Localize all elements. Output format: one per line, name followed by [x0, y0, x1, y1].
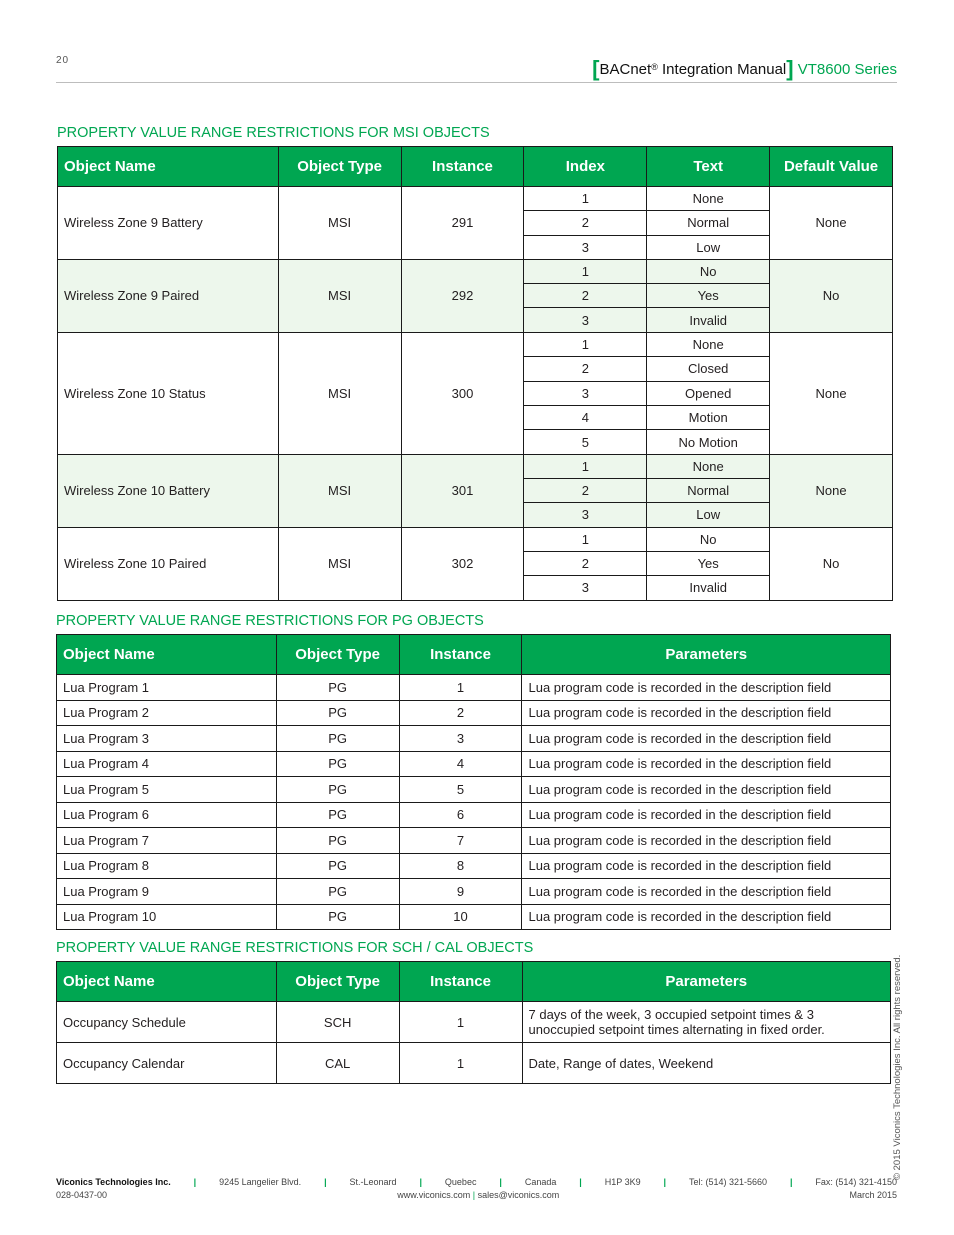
object-type-cell: PG — [276, 853, 399, 879]
parameters-cell: Lua program code is recorded in the description field — [522, 726, 891, 752]
state-text-cell: Opened — [647, 381, 770, 405]
object-type-cell: CAL — [276, 1043, 399, 1084]
object-name-cell: Occupancy Schedule — [57, 1002, 277, 1043]
pg-table — [56, 634, 891, 930]
parameters-cell: Lua program code is recorded in the description field — [522, 675, 891, 701]
column-header: Instance — [401, 147, 524, 187]
company-name: Viconics Technologies Inc. — [56, 1177, 171, 1187]
index-cell: 2 — [524, 357, 647, 381]
instance-cell: 1 — [399, 675, 522, 701]
parameters-cell: Lua program code is recorded in the description field — [522, 802, 891, 828]
parameters-cell: Lua program code is recorded in the description field — [522, 828, 891, 854]
index-cell: 1 — [524, 259, 647, 283]
parameters-cell: Lua program code is recorded in the description field — [522, 700, 891, 726]
object-name-cell: Lua Program 5 — [57, 777, 277, 803]
website-link[interactable]: www.viconics.com — [397, 1190, 471, 1200]
index-cell: 3 — [524, 308, 647, 332]
state-text-cell: No Motion — [647, 430, 770, 454]
object-type-cell: PG — [276, 751, 399, 777]
state-text-cell: Low — [647, 235, 770, 259]
msi-table — [57, 146, 893, 601]
object-name-cell: Lua Program 3 — [57, 726, 277, 752]
instance-cell: 300 — [401, 332, 524, 454]
parameters-cell: Lua program code is recorded in the description field — [522, 904, 891, 930]
table-row — [57, 675, 891, 701]
instance-cell: 3 — [399, 726, 522, 752]
state-text-cell: Closed — [647, 357, 770, 381]
fax: Fax: (514) 321-4150 — [815, 1177, 897, 1187]
instance-cell: 4 — [399, 751, 522, 777]
instance-cell: 1 — [399, 1043, 522, 1084]
page-number: 20 — [56, 55, 70, 66]
table-row — [58, 332, 893, 356]
instance-cell: 9 — [399, 879, 522, 905]
table-row — [57, 751, 891, 777]
object-name-cell: Wireless Zone 10 Battery — [58, 454, 279, 527]
object-type-cell: PG — [276, 802, 399, 828]
default-value-cell: None — [770, 454, 893, 527]
state-text-cell: Normal — [647, 211, 770, 235]
default-value-cell: None — [770, 332, 893, 454]
table-row — [58, 259, 893, 283]
table-row — [58, 527, 893, 551]
copyright-note: © 2015 Viconics Technologies Inc. All rights reserved. — [892, 954, 903, 1180]
index-cell: 3 — [524, 381, 647, 405]
instance-cell: 10 — [399, 904, 522, 930]
country: Canada — [524, 1177, 557, 1187]
document-number: 028-0437-00 — [56, 1190, 108, 1200]
column-header: Text — [647, 147, 770, 187]
object-type-cell: PG — [276, 700, 399, 726]
object-name-cell: Lua Program 1 — [57, 675, 277, 701]
column-header: Object Name — [57, 962, 277, 1002]
column-header: Parameters — [522, 635, 891, 675]
object-name-cell: Lua Program 2 — [57, 700, 277, 726]
object-type-cell: MSI — [278, 332, 401, 454]
parameters-cell: 7 days of the week, 3 occupied setpoint times & 3 unoccupied setpoint times alternating in fixed order. — [522, 1002, 891, 1043]
state-text-cell: Yes — [647, 284, 770, 308]
column-header: Object Name — [57, 635, 277, 675]
footer-meta: 028-0437-00 www.viconics.com | sales@viconics.com March 2015 — [56, 1190, 897, 1200]
parameters-cell: Lua program code is recorded in the description field — [522, 751, 891, 777]
column-header: Object Type — [278, 147, 401, 187]
postal-code: H1P 3K9 — [604, 1177, 641, 1187]
column-header: Default Value — [770, 147, 893, 187]
instance-cell: 2 — [399, 700, 522, 726]
table-row — [57, 853, 891, 879]
instance-cell: 7 — [399, 828, 522, 854]
city: St.-Leonard — [349, 1177, 397, 1187]
object-type-cell: MSI — [278, 454, 401, 527]
object-type-cell: PG — [276, 828, 399, 854]
object-name-cell: Lua Program 8 — [57, 853, 277, 879]
state-text-cell: None — [647, 332, 770, 356]
state-text-cell: Low — [647, 503, 770, 527]
index-cell: 1 — [524, 454, 647, 478]
pg-section-title: PROPERTY VALUE RANGE RESTRICTIONS FOR PG OBJECTS — [56, 613, 484, 629]
document-title: [BACnet® Integration Manual] VT8600 Series — [592, 56, 897, 81]
table-row — [57, 726, 891, 752]
table-row — [58, 187, 893, 211]
table-row — [57, 904, 891, 930]
instance-cell: 302 — [401, 527, 524, 600]
column-header: Object Type — [276, 962, 399, 1002]
default-value-cell: No — [770, 527, 893, 600]
index-cell: 1 — [524, 527, 647, 551]
state-text-cell: None — [647, 454, 770, 478]
object-type-cell: PG — [276, 879, 399, 905]
object-type-cell: MSI — [278, 527, 401, 600]
state-text-cell: Normal — [647, 479, 770, 503]
index-cell: 5 — [524, 430, 647, 454]
column-header: Instance — [399, 962, 522, 1002]
index-cell: 3 — [524, 576, 647, 600]
parameters-cell: Lua program code is recorded in the description field — [522, 777, 891, 803]
table-row — [57, 828, 891, 854]
email-link[interactable]: sales@viconics.com — [477, 1190, 560, 1200]
object-type-cell: PG — [276, 726, 399, 752]
msi-section-title: PROPERTY VALUE RANGE RESTRICTIONS FOR MSI OBJECTS — [57, 125, 490, 141]
table-row — [58, 454, 893, 478]
index-cell: 4 — [524, 405, 647, 429]
sch-section-title: PROPERTY VALUE RANGE RESTRICTIONS FOR SCH / CAL OBJECTS — [56, 940, 534, 956]
index-cell: 2 — [524, 551, 647, 575]
instance-cell: 291 — [401, 187, 524, 260]
index-cell: 2 — [524, 479, 647, 503]
object-type-cell: PG — [276, 904, 399, 930]
object-type-cell: PG — [276, 675, 399, 701]
default-value-cell: No — [770, 259, 893, 332]
object-type-cell: MSI — [278, 259, 401, 332]
object-name-cell: Lua Program 7 — [57, 828, 277, 854]
object-name-cell: Wireless Zone 9 Paired — [58, 259, 279, 332]
instance-cell: 8 — [399, 853, 522, 879]
street: 9245 Langelier Blvd. — [219, 1177, 302, 1187]
table-row — [57, 879, 891, 905]
object-type-cell: MSI — [278, 187, 401, 260]
default-value-cell: None — [770, 187, 893, 260]
table-row — [57, 777, 891, 803]
column-header: Instance — [399, 635, 522, 675]
series-name: VT8600 Series — [797, 61, 897, 78]
index-cell: 3 — [524, 503, 647, 527]
sch-cal-table — [56, 961, 891, 1084]
state-text-cell: None — [647, 187, 770, 211]
column-header: Parameters — [522, 962, 891, 1002]
instance-cell: 5 — [399, 777, 522, 803]
object-name-cell: Occupancy Calendar — [57, 1043, 277, 1084]
object-type-cell: PG — [276, 777, 399, 803]
table-row — [57, 1043, 891, 1084]
table-row — [57, 700, 891, 726]
publication-date: March 2015 — [849, 1190, 897, 1200]
state-text-cell: Motion — [647, 405, 770, 429]
parameters-cell: Date, Range of dates, Weekend — [522, 1043, 891, 1084]
column-header: Index — [524, 147, 647, 187]
index-cell: 1 — [524, 187, 647, 211]
table-row — [57, 802, 891, 828]
header-divider — [56, 82, 897, 83]
state-text-cell: Invalid — [647, 576, 770, 600]
object-name-cell: Wireless Zone 10 Status — [58, 332, 279, 454]
object-type-cell: SCH — [276, 1002, 399, 1043]
column-header: Object Type — [276, 635, 399, 675]
index-cell: 2 — [524, 284, 647, 308]
object-name-cell: Lua Program 6 — [57, 802, 277, 828]
parameters-cell: Lua program code is recorded in the description field — [522, 853, 891, 879]
index-cell: 1 — [524, 332, 647, 356]
state-text-cell: Yes — [647, 551, 770, 575]
instance-cell: 6 — [399, 802, 522, 828]
index-cell: 2 — [524, 211, 647, 235]
parameters-cell: Lua program code is recorded in the description field — [522, 879, 891, 905]
object-name-cell: Wireless Zone 9 Battery — [58, 187, 279, 260]
instance-cell: 292 — [401, 259, 524, 332]
table-row — [57, 1002, 891, 1043]
column-header: Object Name — [58, 147, 279, 187]
instance-cell: 301 — [401, 454, 524, 527]
object-name-cell: Wireless Zone 10 Paired — [58, 527, 279, 600]
index-cell: 3 — [524, 235, 647, 259]
state-text-cell: No — [647, 527, 770, 551]
footer-address: Viconics Technologies Inc. | 9245 Langelier Blvd. | St.-Leonard | Quebec | Canada | H1P 3K9 | Tel: (514) 321-5660 | Fax: (514) 321-4150 — [56, 1177, 897, 1187]
object-name-cell: Lua Program 4 — [57, 751, 277, 777]
telephone: Tel: (514) 321-5660 — [688, 1177, 768, 1187]
object-name-cell: Lua Program 10 — [57, 904, 277, 930]
state-text-cell: Invalid — [647, 308, 770, 332]
object-name-cell: Lua Program 9 — [57, 879, 277, 905]
province: Quebec — [444, 1177, 477, 1187]
instance-cell: 1 — [399, 1002, 522, 1043]
state-text-cell: No — [647, 259, 770, 283]
